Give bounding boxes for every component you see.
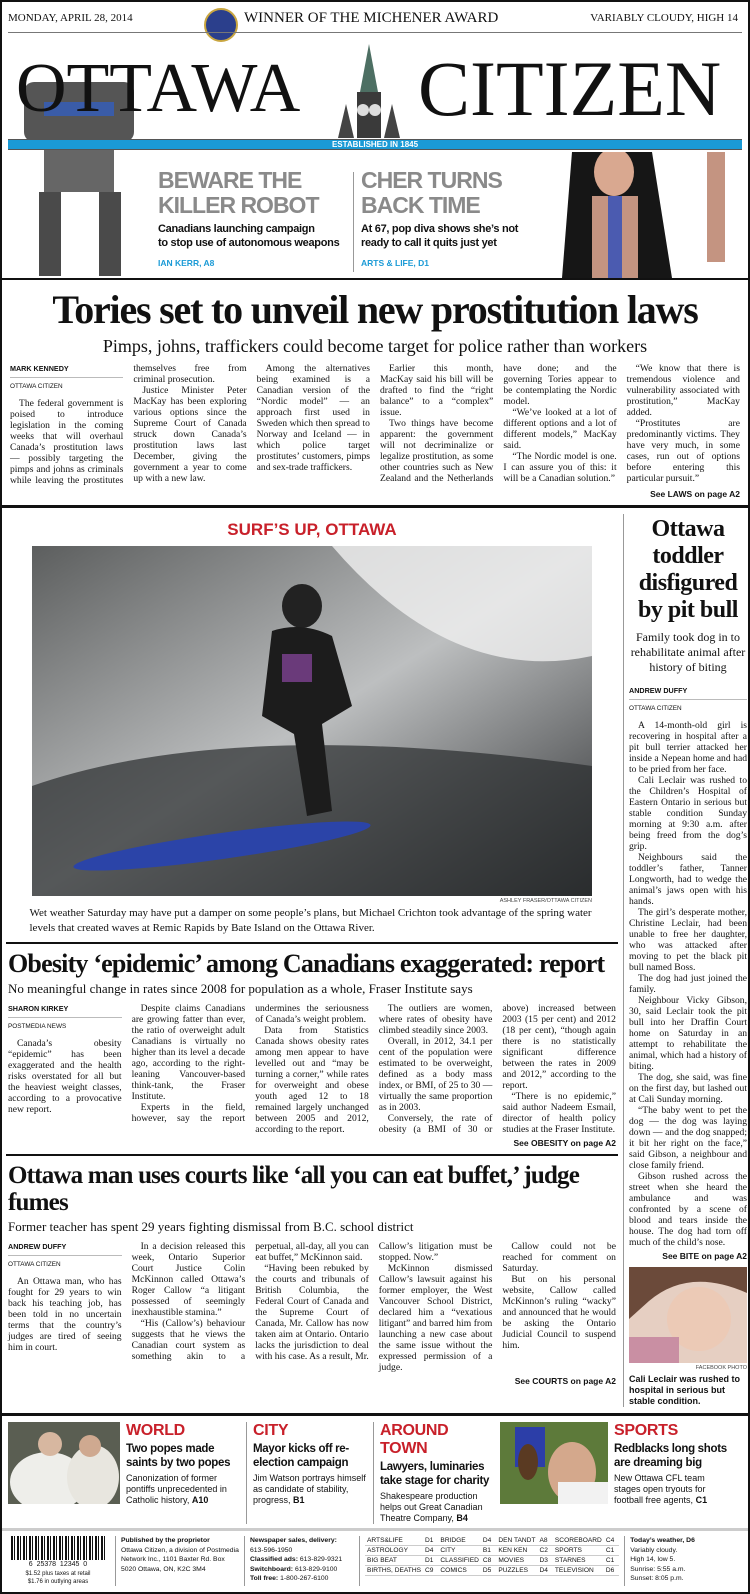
section-label: AROUND TOWN — [380, 1422, 449, 1458]
index-section[interactable]: BIG BEAT — [365, 1556, 423, 1566]
page-ref: B1 — [293, 1495, 305, 1506]
teaser-robot[interactable] — [158, 168, 348, 268]
body-paragraph: But on his personal website, Callow called McKinnon’s ruling “wacky” and announced that he would be asking the Ontario Judicial Council to suspend him. — [502, 1274, 616, 1352]
index-page[interactable]: D4 — [537, 1566, 552, 1576]
index-page[interactable]: D6 — [604, 1566, 619, 1576]
index-section[interactable]: COMICS — [438, 1566, 480, 1576]
index-page[interactable]: C1 — [604, 1546, 619, 1556]
body-paragraph: The outliers are women, where rates of obesity have climbed steadily since 2003. — [378, 1003, 493, 1037]
page-ref: B4 — [456, 1513, 468, 1524]
cher-image — [532, 152, 746, 278]
toddler-story — [629, 508, 747, 1413]
publisher-text: Ottawa Citizen, a division of Postmedia Network Inc., 1101 Baxter Rd. Box 5020 Ottawa, ON, K2C 3M4 — [121, 1546, 239, 1573]
courts-story — [6, 1156, 618, 1392]
index-page[interactable]: D5 — [481, 1566, 496, 1576]
michener-seal-icon — [204, 8, 238, 42]
byline-agency: OTTAWA CITIZEN — [10, 383, 63, 391]
publisher-title: Published by the proprietor — [121, 1537, 210, 1545]
left-column — [6, 508, 618, 1413]
courts-jump-link[interactable]: See COURTS on page A2 — [514, 1376, 616, 1387]
teaser-deck: ready to call it quits just yet — [361, 237, 497, 249]
lead-story — [2, 280, 748, 505]
strip-headline: Mayor kicks off re-election campaign — [253, 1443, 349, 1470]
sales-phone: 613-596-1950 — [250, 1546, 293, 1554]
lead-jump-link[interactable]: See LAWS on page A2 — [650, 489, 740, 500]
price-info — [6, 1570, 110, 1586]
strip-item-city[interactable] — [253, 1422, 367, 1506]
weather-title: Today’s weather, D6 — [630, 1537, 695, 1545]
teaser-headline: BEWARE THE — [158, 167, 302, 193]
index-page[interactable]: D1 — [423, 1536, 438, 1546]
courts-deck: Former teacher has spent 29 years fighting dismissal from B.C. school district — [8, 1219, 414, 1235]
body-paragraph: Cali Leclair was rushed to the Children’s Hospital of Eastern Ontario in serious but stable condition Sunday morning at 9:30 a.m. after being freed from the dog’s grip. — [629, 775, 747, 853]
byline-agency: OTTAWA CITIZEN — [8, 1261, 61, 1269]
established-bar: ESTABLISHED IN 1845 — [8, 139, 742, 150]
publisher-info — [121, 1536, 239, 1574]
index-section[interactable]: SPORTS — [553, 1546, 604, 1556]
body-paragraph: In a decision released this week, Ontario Superior Court Justice Colin McKinnon called Ottawa’s Roger Callow “a litigant possessed of seemingly inexhaustible stamina.” — [131, 1241, 246, 1319]
index-section[interactable]: BIRTHS, DEATHS — [367, 1567, 421, 1575]
toddler-headline[interactable]: Ottawa toddler disfigured by pit bull — [638, 516, 738, 624]
body-paragraph: “The Nordic model is one. I can assure you of this: it will be a Canadian solution.” — [503, 451, 617, 485]
index-page[interactable]: C8 — [481, 1556, 496, 1566]
body-paragraph: Callow could not be reached for comment on Saturday. — [502, 1241, 616, 1275]
peace-tower-icon — [324, 42, 414, 138]
index-section[interactable]: CITY — [438, 1546, 480, 1556]
switchboard-phone: 613-829-9100 — [294, 1565, 338, 1573]
teaser-strip — [2, 1416, 748, 1528]
byline-agency: OTTAWA CITIZEN — [629, 705, 682, 713]
index-section[interactable]: ARTS&LIFE — [365, 1536, 423, 1546]
masthead-title-right: CITIZEN — [418, 45, 722, 132]
lead-body — [10, 363, 740, 486]
issue-date: MONDAY, APRIL 28, 2014 — [8, 12, 133, 24]
strip-headline: Redblacks long shots are dreaming big — [614, 1443, 727, 1470]
body-paragraph: “There is no epidemic,” said author Nadeem Esmail, director of health policy studies at the Fraser Institute. — [502, 1091, 616, 1136]
teaser-headline: CHER TURNS — [361, 167, 502, 193]
strip-item-around-town[interactable] — [380, 1422, 494, 1524]
teaser-page-ref: ARTS & LIFE, D1 — [361, 258, 430, 268]
popes-photo — [8, 1422, 120, 1504]
index-section[interactable]: PUZZLES — [496, 1566, 537, 1576]
index-section[interactable]: CLASSIFIED — [440, 1557, 479, 1565]
index-section[interactable]: STARNES — [553, 1556, 604, 1566]
teaser-cher[interactable] — [361, 168, 531, 268]
lead-deck: Pimps, johns, traffickers could become target for police rather than workers — [102, 336, 648, 357]
body-paragraph: Justice Minister Peter MacKay has been exploring various options since the Supreme Court of Canada struck down Canada’s prostitution laws last December, giving the government a year to come up with a new law. — [133, 385, 247, 485]
index-row — [365, 1536, 619, 1546]
body-paragraph: McKinnon dismissed Callow’s lawsuit against his former employer, the West Vancouver School District, declared him a “vexatious litigant” and barred him from launching a new case about the same issue without the expressed permission of a judge. — [378, 1263, 493, 1374]
index-row — [365, 1546, 619, 1556]
photo-caption: Wet weather Saturday may have put a damper on some people’s plans, but Michael Crichton took advantage of the spring water levels that created waves at Remic Rapids by Bate Island on the Ottawa River. — [29, 907, 592, 935]
strip-headline: Lawyers, luminaries take stage for charity — [380, 1461, 490, 1488]
strip-deck-text: Shakespeare production helps out Great Canadian Theatre Company, — [380, 1491, 483, 1524]
classified-phone: 613-829-9321 — [299, 1556, 343, 1564]
price-retail: $1.52 plus taxes at retail — [25, 1570, 91, 1577]
index-section[interactable]: BRIDGE — [438, 1536, 480, 1546]
weather-line: Sunset: 8:05 p.m. — [630, 1575, 684, 1583]
body-paragraph: Overall, in 2012, 34.1 per cent of the population were estimated to be overweight, defined as a body mass index, or BMI, of 25 to 30 — virtually the same proportion as in 2003. — [378, 1036, 493, 1114]
strip-deck — [253, 1473, 367, 1506]
body-paragraph: “The baby went to pet the dog — the dog was laying down — and the dog snapped; it bit her right on the face,” said Gibson, a neighbour and close family friend. — [629, 1105, 747, 1172]
switchboard-label: Switchboard: — [250, 1565, 294, 1573]
toddler-photo-credit: FACEBOOK PHOTO — [695, 1365, 747, 1372]
footer — [2, 1528, 748, 1588]
photo-feature — [6, 508, 618, 942]
index-page[interactable]: D4 — [423, 1546, 438, 1556]
body-paragraph: Data from Statistics Canada shows obesity rates among men appear to have levelled out and “may be turning a corner,” while rates for overweight and obese youth aged 12 to 18 remained largely unchanged between 2005 and 2012, according to the report. — [255, 1025, 369, 1136]
body-paragraph: An Ottawa man, who has fought for 29 years to win back his teaching job, has been told in no uncertain terms that the country’s judges are tired of seeing him in court. — [8, 1276, 122, 1354]
tollfree-label: Toll free: — [250, 1575, 279, 1583]
weather-summary: VARIABLY CLOUDY, HIGH 14 — [590, 12, 738, 24]
body-paragraph: Earlier this month, MacKay said his bill will be drafted to find the “right balance” to a “complex” issue. — [379, 363, 494, 419]
weather-box — [630, 1536, 744, 1584]
index-section[interactable]: SCOREBOARD — [554, 1537, 602, 1545]
strip-deck — [380, 1491, 494, 1524]
index-page[interactable]: D1 — [423, 1556, 438, 1566]
weather-line: Variably cloudy. — [630, 1546, 678, 1554]
strip-headline: Two popes made saints by two popes — [126, 1443, 231, 1470]
body-paragraph: Canada’s obesity “epidemic” has been exaggerated and the health risks overstated for all but the heaviest weight classes, according to a provocative new report. — [8, 1038, 122, 1116]
body-paragraph: The girl’s desperate mother, Christine Leclair, had been unable to free her daughter, who was attacked after moving to pet the black pit bull named Boss. — [629, 907, 747, 974]
section-label: CITY — [253, 1422, 289, 1440]
obesity-headline[interactable]: Obesity ‘epidemic’ among Canadians exaggerated: report — [8, 949, 605, 979]
byline: ANDREW DUFFY — [629, 685, 747, 700]
masthead — [2, 2, 748, 278]
index-page[interactable]: B1 — [481, 1546, 496, 1556]
toddler-photo-caption: Cali Leclair was rushed to hospital in serious but stable condition. — [629, 1374, 741, 1407]
contact-info — [250, 1536, 354, 1584]
index-row — [365, 1566, 619, 1576]
obesity-body — [8, 1003, 616, 1135]
teaser-page-ref: IAN KERR, A8 — [158, 258, 215, 268]
price-outlying: $1.76 in outlying areas — [27, 1578, 89, 1585]
teaser-deck: to stop use of autonomous weapons — [158, 237, 340, 249]
weather-line: Sunrise: 5:55 a.m. — [630, 1565, 686, 1573]
body-paragraph: The federal government is poised to introduce legislation in the coming weeks that will overhaul Canada’s prostitution laws — possibly targeting the pimps and johns as criminals while leaving the prostitutes themselves free from criminal prosecution. — [10, 363, 247, 487]
courts-body — [8, 1241, 616, 1373]
sales-label: Newspaper sales, delivery: — [250, 1537, 337, 1545]
strip-deck-text: Canonization of former pontiffs unprecedented in Catholic history, — [126, 1473, 227, 1506]
index-page[interactable]: C2 — [537, 1546, 552, 1556]
byline: ANDREW DUFFY — [8, 1241, 122, 1256]
football-photo — [500, 1422, 608, 1504]
weather-line: High 14, low 5. — [630, 1556, 676, 1564]
byline-agency: POSTMEDIA NEWS — [8, 1023, 67, 1031]
obesity-deck: No meaningful change in rates since 2008 for population as a whole, Fraser Institute says — [8, 981, 473, 997]
body-paragraph: “Prostitutes are predominantly victims. They have very much, in some cases, run out of options before entering this particular pursuit.” — [626, 418, 740, 485]
section-index — [365, 1536, 619, 1576]
body-paragraph: “His (Callow’s) behaviour suggests that he views the Canadian court system as something akin to a perpetual, all-day, all you can eat buffet,” McKinnon said. — [131, 1241, 369, 1363]
barcode-icon — [11, 1536, 105, 1560]
section-label: SPORTS — [614, 1422, 678, 1440]
index-page[interactable]: C9 — [423, 1566, 438, 1576]
toddler-photo — [629, 1267, 747, 1363]
body-paragraph: “We know that there is tremendous violence and vulnerability associated with prostitution,” MacKay added. — [626, 363, 740, 419]
body-paragraph: The dog, she said, was fine on the first day, but lashed out at Cali Sunday morning. — [629, 1072, 747, 1106]
body-paragraph: Neighbours said the toddler’s father, Tanner Longworth, had to wedge the animal’s jaws open with his hands. — [629, 852, 747, 908]
index-page[interactable]: C4 — [604, 1536, 619, 1546]
strip-deck-text: Jim Watson portrays himself as candidate of stability, progress, — [253, 1473, 366, 1506]
byline: MARK KENNEDY — [10, 363, 123, 378]
photo-kicker: SURF’S UP, OTTAWA — [227, 520, 397, 540]
index-page[interactable]: C1 — [604, 1556, 619, 1566]
index-section[interactable]: TELEVISION — [553, 1566, 604, 1576]
teaser-headline: BACK TIME — [361, 192, 480, 218]
strip-item-sports[interactable] — [614, 1422, 732, 1506]
section-label: WORLD — [126, 1422, 185, 1440]
strip-item-world[interactable] — [126, 1422, 240, 1506]
body-paragraph: Among the alternatives being examined is a Canadian version of the “Nordic model” — an approach first used in Sweden which then spread to Norway and Iceland — in which police target prostitutes’ customers, pimps and sex-trade traffickers. — [256, 363, 370, 474]
index-page[interactable]: D3 — [537, 1556, 552, 1566]
body-paragraph: Two things have become apparent: the government will not decriminalize or legalize prostitution, as some other countries such as New Zealand and the Netherlands have done; and the governing Tories appear to be contemplating the Nordic model. — [379, 363, 617, 485]
strip-deck-text: New Ottawa CFL team stages open tryouts for football free agents, — [614, 1473, 706, 1506]
index-section[interactable]: KEN KEN — [496, 1546, 537, 1556]
teaser-deck: At 67, pop diva shows she’s not — [361, 223, 519, 235]
strip-deck — [126, 1473, 240, 1506]
barcode-block — [6, 1536, 110, 1586]
index-page[interactable]: D4 — [481, 1536, 496, 1546]
body-paragraph: Gibson rushed across the street when she heard the ambulance and was confronted by a scene of blood and tears inside the house. The dog had torn off much of the child’s nose. — [629, 1171, 747, 1249]
obesity-jump-link[interactable]: See OBESITY on page A2 — [513, 1138, 616, 1149]
surfer-photo — [32, 546, 592, 896]
tollfree-phone: 1-800-267-6100 — [280, 1575, 329, 1583]
strip-deck — [614, 1473, 732, 1506]
masthead-title-left: OTTAWA — [16, 50, 301, 127]
index-page[interactable]: A8 — [537, 1536, 552, 1546]
courts-headline[interactable]: Ottawa man uses courts like ‘all you can eat buffet,’ judge fumes — [8, 1162, 580, 1217]
body-paragraph: A 14-month-old girl is recovering in hospital after a pit bull terrier attacked her inside a Nepean home and had to be pried from her face. — [629, 720, 747, 776]
page-ref: A10 — [191, 1495, 209, 1506]
page-ref: C1 — [695, 1495, 708, 1506]
body-paragraph: “We’ve looked at a lot of different options and a lot of different models,” MacKay said. — [503, 407, 617, 452]
body-paragraph: Experts in the field, however, say the report undermines the seriousness of Canada’s weight problem. — [131, 1003, 369, 1125]
index-row — [365, 1556, 619, 1566]
body-paragraph: The dog had just joined the family. — [629, 973, 747, 996]
teaser-headline: KILLER ROBOT — [158, 192, 319, 218]
body-paragraph: Neighbour Vicky Gibson, 30, said Leclair took the pit bull into her Draffin Court home on Saturday in an attempt to rehabilitate the animal, which had a history of biting. — [629, 995, 747, 1073]
barcode-digits: 6 25378 12345 0 — [28, 1561, 88, 1569]
photo-credit: ASHLEY FRASER/OTTAWA CITIZEN — [499, 898, 592, 905]
classified-label: Classified ads: — [250, 1556, 298, 1564]
body-paragraph: “Having been rebuked by the courts and tribunals of British Columbia, the Federal Court of Canada and the Supreme Court of Canada, Mr. Callow has now taken aim at Ontario. Ontario lacks the jurisdiction to deal with his case. As a result, Mr. Callow’s litigation must be stopped. Now.” — [255, 1241, 493, 1363]
lead-headline[interactable]: Tories set to unveil new prostitution laws — [52, 287, 698, 332]
body-paragraph: Despite claims Canadians are growing fatter than ever, the ratio of overweight adult Canadians is virtually no higher than its level a decade ago, according to the right-leaning Vancouver-based think-tank, the Fraser Institute. — [131, 1003, 246, 1103]
toddler-jump-link[interactable]: See BITE on page A2 — [662, 1251, 747, 1262]
toddler-deck: Family took dog in to rehabilitate animal after history of biting — [630, 630, 746, 675]
byline: SHARON KIRKEY — [8, 1003, 122, 1018]
teaser-deck: Canadians launching campaign — [158, 223, 315, 235]
index-section[interactable]: DEN TANDT — [498, 1537, 536, 1545]
obesity-story — [6, 944, 618, 1154]
index-section[interactable]: ASTROLOGY — [365, 1546, 423, 1556]
toddler-body — [629, 685, 747, 1248]
body-paragraph: Conversely, the rate of obesity (a BMI of 30 or above) increased between 2003 (15 per cent) and 2012 (18 per cent), “though again there is no statistically significant difference between the rates in 2009 and 2012,” according to the report. — [378, 1003, 616, 1136]
index-section[interactable]: MOVIES — [496, 1556, 537, 1566]
award-banner: WINNER OF THE MICHENER AWARD — [244, 10, 499, 26]
